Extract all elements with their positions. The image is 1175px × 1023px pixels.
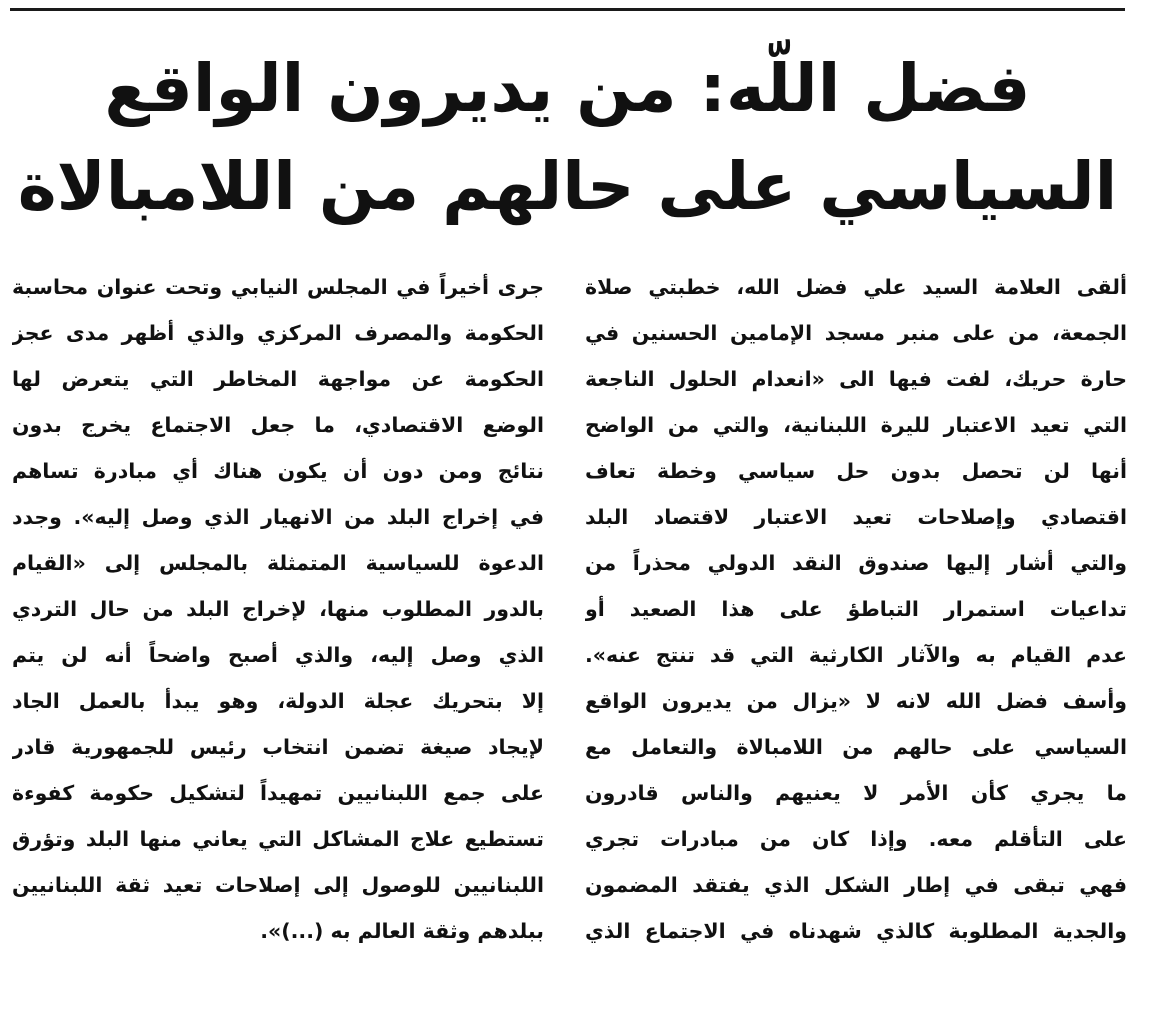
article-line: تداعيات استمرار التباطؤ على هذا الصعيد أو (585, 597, 1127, 621)
article-line: بالدور المطلوب منها، لإخراج البلد من حال التردي (12, 597, 544, 621)
article-line: جرى أخيراً في المجلس النيابي وتحت عنوان محاسبة (12, 275, 544, 299)
article-line: تستطيع علاج المشاكل التي يعاني منها البلد وتؤرق (12, 827, 544, 851)
top-rule (10, 8, 1125, 11)
article-line: ما يجري كأن الأمر لا يعنيهم والناس قادرون (585, 781, 1127, 805)
article-line: نتائج ومن دون أن يكون هناك أي مبادرة تساهم (12, 459, 544, 483)
article-line: في إخراج البلد من الانهيار الذي وصل إليه». وجدد (12, 505, 544, 529)
article-line: الحكومة والمصرف المركزي والذي أظهر مدى عجز (12, 321, 544, 345)
article-line: والتي أشار إليها صندوق النقد الدولي محذراً من (585, 551, 1127, 575)
article-line: حارة حريك، لفت فيها الى «انعدام الحلول الناجعة (585, 367, 1127, 391)
article-line: السياسي على حالهم من اللامبالاة والتعامل مع (585, 735, 1127, 759)
article-line: الذي وصل إليه، والذي أصبح واضحاً أنه لن يتم (12, 643, 544, 667)
article-line: التي تعيد الاعتبار لليرة اللبنانية، والتي من الواضح (585, 413, 1127, 437)
article-line: فهي تبقى في إطار الشكل الذي يفتقد المضمون (585, 873, 1127, 897)
article-column-right (585, 264, 1127, 954)
article-line: ألقى العلامة السيد علي فضل الله، خطبتي صلاة (585, 275, 1127, 299)
article-line: لإيجاد صيغة تضمن انتخاب رئيس للجمهورية قادر (12, 735, 544, 759)
article-line: الجمعة، من على منبر مسجد الإمامين الحسنين في (585, 321, 1127, 345)
article-line: عدم القيام به والآثار الكارثية التي قد تنتج عنه». (585, 643, 1127, 667)
article-line: وأسف فضل الله لانه لا «يزال من يديرون الواقع (585, 689, 1127, 713)
article-line: ببلدهم وثقة العالم به (...)». (260, 919, 544, 943)
headline-line-1: فضل اللّه: من يديرون الواقع (104, 50, 1031, 127)
headline-line-2: السياسي على حالهم من اللامبالاة (17, 148, 1118, 225)
article-line: الدعوة للسياسية المتمثلة بالمجلس إلى «القيام (12, 551, 544, 575)
article-line: الحكومة عن مواجهة المخاطر التي يتعرض لها (12, 367, 544, 391)
article-line: على التأقلم معه. وإذا كان من مبادرات تجري (585, 827, 1127, 851)
article-line: الوضع الاقتصادي، ما جعل الاجتماع يخرج بدون (12, 413, 544, 437)
article-line: على جمع اللبنانيين تمهيداً لتشكيل حكومة كفوءة (12, 781, 544, 805)
article-line: اللبنانيين للوصول إلى إصلاحات تعيد ثقة اللبنانيين (12, 873, 544, 897)
article-line: اقتصادي وإصلاحات تعيد الاعتبار لاقتصاد البلد (585, 505, 1127, 529)
article-line: إلا بتحريك عجلة الدولة، وهو يبدأ بالعمل الجاد (12, 689, 544, 713)
headline (10, 40, 1125, 236)
article-line: والجدية المطلوبة كالذي شهدناه في الاجتماع الذي (585, 919, 1127, 943)
article-column-left (12, 264, 544, 954)
article-line: أنها لن تحصل بدون حل سياسي وخطة تعاف (585, 459, 1127, 483)
